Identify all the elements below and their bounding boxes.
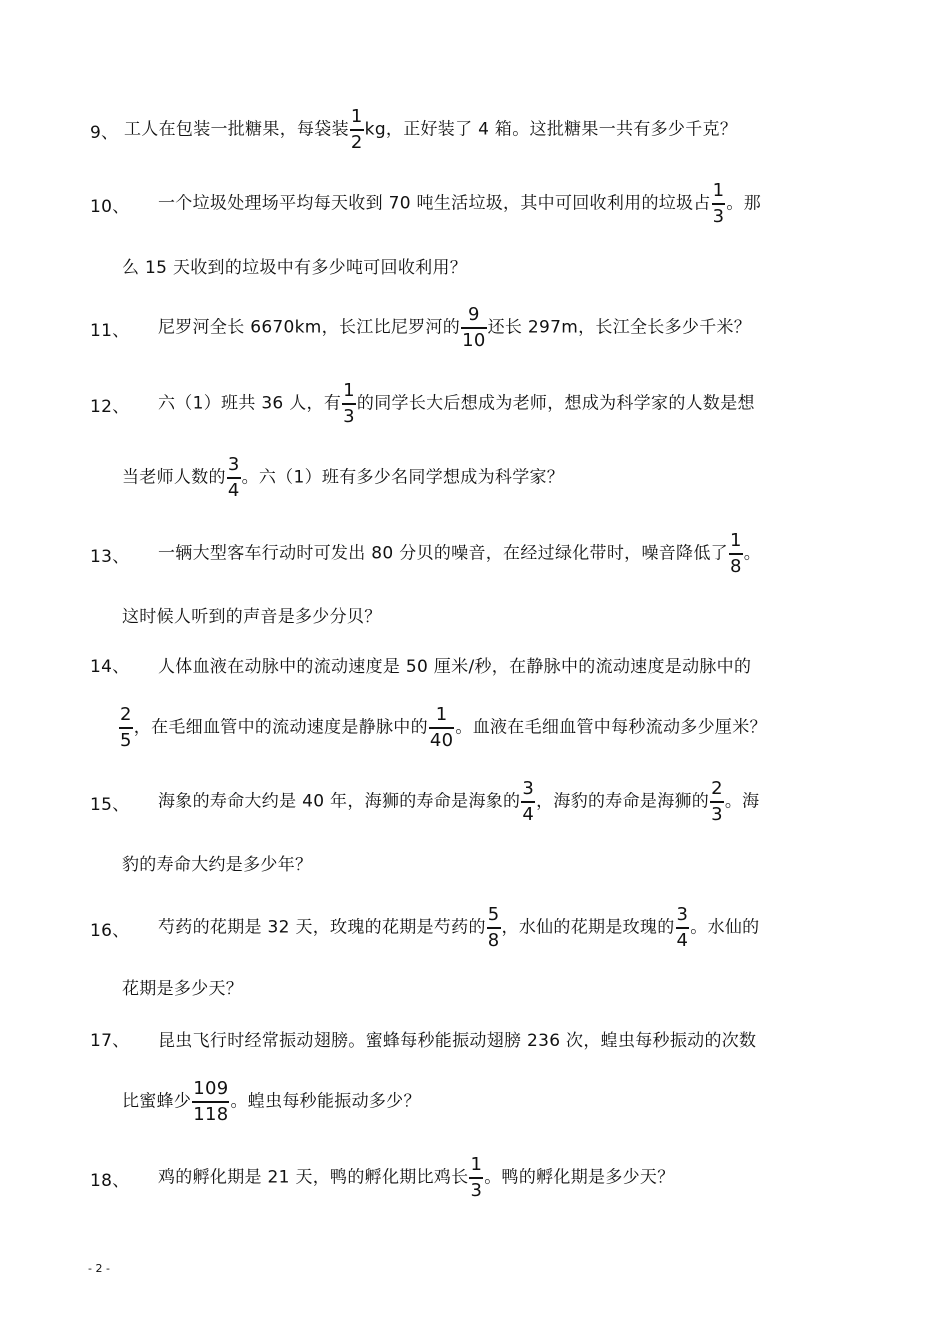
fraction-bar — [342, 403, 356, 404]
question-number: 13、 — [90, 546, 130, 567]
question-text: 昆虫飞行时经常振动翅膀。蜜蜂每秒能振动翅膀 236 次，蝗虫每秒振动的次数 — [158, 1030, 757, 1051]
text-segment: 。蝗虫每秒能振动多少？ — [230, 1091, 421, 1112]
numerator: 9 — [467, 304, 480, 326]
text-segment: ，海豹的寿命是海狮的 — [536, 791, 710, 812]
fraction-bar — [469, 1177, 483, 1178]
text-segment: 。水仙的 — [690, 917, 760, 938]
text-segment: 。血液在毛细血管中每秒流动多少厘米？ — [455, 717, 767, 738]
numerator: 109 — [193, 1078, 229, 1100]
fraction — [676, 906, 690, 949]
question-number: 16、 — [90, 920, 130, 941]
fraction — [227, 456, 241, 499]
fraction-bar — [350, 129, 364, 130]
denominator: 8 — [729, 555, 742, 577]
question-text — [122, 456, 564, 499]
text-segment: 尼罗河全长 6670km，长江比尼罗河的 — [158, 317, 461, 338]
question-text — [122, 1080, 421, 1123]
denominator: 10 — [462, 329, 486, 351]
fraction — [342, 382, 356, 425]
fraction — [521, 780, 535, 823]
numerator: 2 — [120, 704, 132, 726]
fraction — [429, 706, 455, 749]
text-segment: 。 — [743, 543, 762, 564]
fraction-bar — [461, 327, 487, 328]
numerator: 1 — [729, 530, 742, 552]
question-text: 豹的寿命大约是多少年？ — [122, 854, 313, 875]
fraction-bar — [712, 203, 726, 204]
denominator: 3 — [470, 1179, 483, 1201]
fraction — [192, 1080, 229, 1123]
question-text: 人体血液在动脉中的流动速度是 50 厘米/秒，在静脉中的流动速度是动脉中的 — [158, 656, 752, 677]
question-number: 9、 — [90, 122, 119, 143]
question-text: 么 15 天收到的垃圾中有多少吨可回收利用？ — [122, 257, 468, 278]
denominator: 5 — [120, 729, 132, 751]
text-segment: 。海 — [724, 791, 760, 812]
fraction — [729, 532, 743, 575]
denominator: 4 — [676, 929, 689, 951]
text-segment: kg，正好装了 4 箱。这批糖果一共有多少千克？ — [364, 119, 738, 140]
question-number: 18、 — [90, 1170, 130, 1191]
fraction-bar — [192, 1101, 229, 1102]
question-number: 12、 — [90, 396, 130, 417]
denominator: 3 — [711, 803, 723, 825]
fraction-bar — [119, 727, 133, 728]
text-segment: 一个垃圾处理场平均每天收到 70 吨生活垃圾，其中可回收利用的垃圾占 — [158, 193, 711, 214]
denominator: 8 — [487, 929, 500, 951]
question-number: 14、 — [90, 656, 130, 677]
numerator: 5 — [487, 904, 500, 926]
fraction-bar — [710, 801, 724, 802]
fraction — [469, 1156, 483, 1199]
fraction — [350, 108, 364, 151]
numerator: 3 — [676, 904, 689, 926]
numerator: 1 — [343, 380, 355, 402]
page-number: - 2 - — [88, 1262, 110, 1275]
text-segment: 六（1）班共 36 人，有 — [158, 393, 342, 414]
fraction — [710, 780, 724, 823]
question-text — [158, 1156, 675, 1199]
fraction — [119, 706, 133, 749]
text-segment: 。那 — [726, 193, 762, 214]
numerator: 3 — [522, 778, 535, 800]
text-segment: 。鸭的孵化期是多少天？ — [484, 1167, 675, 1188]
question-text — [118, 706, 767, 749]
question-number: 17、 — [90, 1030, 130, 1051]
fraction-bar — [729, 553, 743, 554]
text-segment: 当老师人数的 — [122, 467, 226, 488]
denominator: 3 — [712, 205, 725, 227]
text-segment: 比蜜蜂少 — [122, 1091, 192, 1112]
numerator: 1 — [350, 106, 363, 128]
question-text — [158, 182, 761, 225]
text-segment: 工人在包装一批糖果，每袋装 — [124, 119, 349, 140]
numerator: 1 — [435, 704, 448, 726]
fraction — [487, 906, 501, 949]
question-number: 11、 — [90, 320, 130, 341]
text-segment: 芍药的花期是 32 天，玫瑰的花期是芍药的 — [158, 917, 486, 938]
fraction-bar — [227, 477, 241, 478]
question-text: 这时候人听到的声音是多少分贝？ — [122, 606, 382, 627]
question-text — [158, 780, 759, 823]
numerator: 2 — [711, 778, 723, 800]
fraction — [712, 182, 726, 225]
numerator: 3 — [227, 454, 240, 476]
question-number: 10、 — [90, 196, 130, 217]
denominator: 3 — [343, 405, 355, 427]
text-segment: ，水仙的花期是玫瑰的 — [501, 917, 675, 938]
denominator: 2 — [350, 131, 363, 153]
question-text — [158, 532, 761, 575]
denominator: 118 — [193, 1103, 229, 1125]
question-text — [124, 108, 737, 151]
question-text — [158, 382, 755, 425]
fraction-bar — [521, 801, 535, 802]
denominator: 4 — [522, 803, 535, 825]
fraction — [461, 306, 487, 349]
numerator: 1 — [712, 180, 725, 202]
denominator: 4 — [227, 479, 240, 501]
denominator: 40 — [429, 729, 454, 751]
question-text — [158, 306, 751, 349]
question-number: 15、 — [90, 794, 130, 815]
fraction-bar — [487, 927, 501, 928]
text-segment: 一辆大型客车行动时可发出 80 分贝的噪音，在经过绿化带时，噪音降低了 — [158, 543, 728, 564]
numerator: 1 — [470, 1154, 483, 1176]
question-text: 花期是多少天？ — [122, 978, 244, 999]
text-segment: 的同学长大后想成为老师，想成为科学家的人数是想 — [356, 393, 755, 414]
text-segment: 鸡的孵化期是 21 天，鸭的孵化期比鸡长 — [158, 1167, 469, 1188]
question-text — [158, 906, 759, 949]
text-segment: 海象的寿命大约是 40 年，海狮的寿命是海象的 — [158, 791, 521, 812]
text-segment: ，在毛细血管中的流动速度是静脉中的 — [133, 717, 428, 738]
fraction-bar — [429, 727, 455, 728]
text-segment: 。六（1）班有多少名同学想成为科学家？ — [241, 467, 565, 488]
text-segment: 还长 297m，长江全长多少千米？ — [487, 317, 752, 338]
fraction-bar — [676, 927, 690, 928]
